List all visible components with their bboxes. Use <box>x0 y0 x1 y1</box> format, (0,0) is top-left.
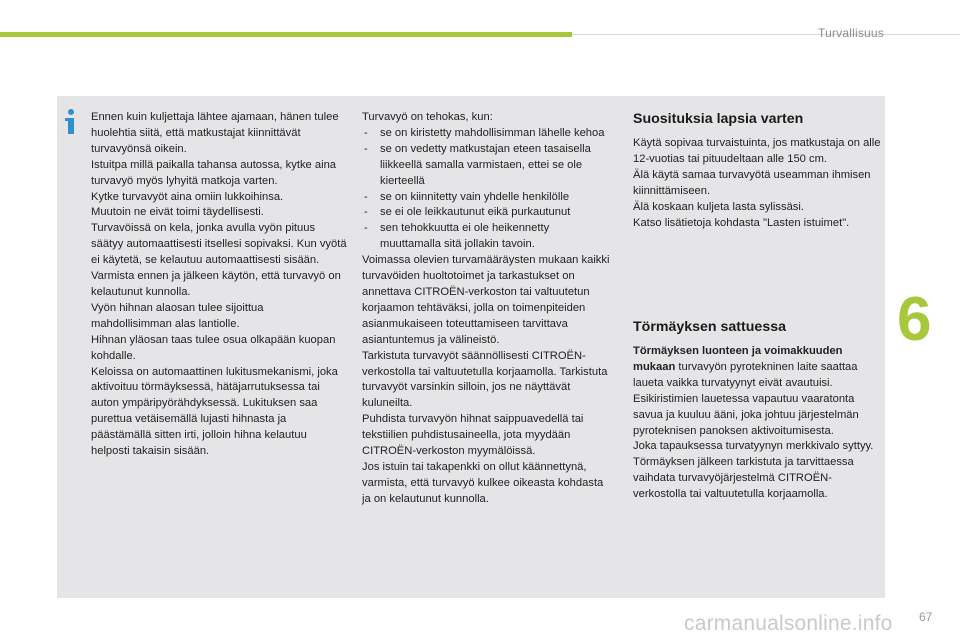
list-item: - se ei ole leikkautunut eikä purkautunut <box>364 206 571 219</box>
seatbelt-effectiveness-text <box>362 110 612 508</box>
middle-paragraph: Jos istuin tai takapenkki on ollut käännettynä, varmista, että turvavyö kulkee oikeasta kohdasta ja on kelautunut kunnolla. <box>362 460 604 505</box>
section-header-title: Turvallisuus <box>818 26 884 40</box>
info-paragraph: Muutoin ne eivät toimi täydellisesti. <box>91 206 264 219</box>
children-section <box>633 110 883 231</box>
children-paragraph: Käytä sopivaa turvaistuinta, jos matkustaja on alle 12-vuotias tai pituudeltaan alle 150 cm. <box>633 137 881 165</box>
children-paragraph: Katso lisätietoja kohdasta "Lasten istuimet". <box>633 216 850 229</box>
info-box-text <box>91 110 347 460</box>
children-section-title: Suosituksia lapsia varten <box>633 111 804 127</box>
header-accent-bar <box>0 32 572 37</box>
collision-section-title: Törmäyksen sattuessa <box>633 319 786 335</box>
list-item: - se on kiristetty mahdollisimman lähelle kehoa <box>364 126 605 139</box>
collision-paragraph: Törmäyksen jälkeen tarkistuta ja tarvittaessa vaihdata turvavyöjärjestelmä CITROËN-verkostolla tai valtuutetulla korjaamolla. <box>633 456 854 501</box>
children-paragraph: Älä koskaan kuljeta lasta sylissäsi. <box>633 200 804 213</box>
collision-section <box>633 318 883 503</box>
collision-paragraph: Joka tapauksessa turvatyynyn merkkivalo syttyy. <box>633 440 874 453</box>
chapter-number: 6 <box>897 285 932 354</box>
info-paragraph: Vyön hihnan alaosan tulee sijoittua mahdollisimman alas lantiolle. <box>91 301 264 330</box>
collision-lead <box>633 344 883 439</box>
children-paragraph: Älä käytä samaa turvavyötä useamman ihmisen kiinnittämiseen. <box>633 168 871 197</box>
info-paragraph: Hihnan yläosan taas tulee osua olkapään kuopan kohdalle. <box>91 333 336 362</box>
list-item: - se on vedetty matkustajan eteen tasaisella liikkeellä samalla varmistaen, ettei se ole kierteellä <box>364 142 591 187</box>
watermark: carmanualsonline.info <box>684 612 893 635</box>
info-paragraph: Kytke turvavyöt aina omiin lukkoihinsa. <box>91 190 284 203</box>
info-paragraph: Ennen kuin kuljettaja lähtee ajamaan, hänen tulee huolehtia siitä, että matkustajat kiinnittävät turvavyönsä oikein. <box>91 111 339 155</box>
collision-lead-text: turvavyön pyrotekninen laite saattaa laueta vaikka turvatyynyt eivät avautuisi. Esikiristimien lauetessa vapautuu vaaratonta savua ja kuuluu ääni, joka johtuu järjestelmän pyroteknisen panoksen aktivoitumisesta. <box>633 360 859 437</box>
info-paragraph: Varmista ennen ja jälkeen käytön, että turvavyö on kelautunut kunnolla. <box>91 270 341 298</box>
list-item: - se on kiinnitetty vain yhdelle henkilölle <box>364 190 570 203</box>
info-icon <box>61 108 81 136</box>
header-rule <box>572 34 960 35</box>
info-paragraph: Keloissa on automaattinen lukitusmekanismi, joka aktivoituu törmäyksessä, hätäjarrutuksessa tai auton ympäripyörähdyksessä. Lukituksen saa purettua vetäisemällä lujasti hihnasta ja päästämällä sitten irti, jolloin hihna kelautuu helposti takaisin sisään. <box>91 365 338 458</box>
info-paragraph: Turvavöissä on kela, jonka avulla vyön pituus säätyy automaattisesti itsellesi sopivaksi. Kun vyötä ei käytetä, se kelautuu automaattisesti sisään. <box>91 222 347 267</box>
middle-paragraph: Puhdista turvavyön hihnat saippuavedellä tai tekstiilien puhdistusaineella, jota myydään CITROËN-verkoston myymälöissä. <box>362 413 584 458</box>
middle-paragraph: Voimassa olevien turvamääräysten mukaan kaikki turvavöiden huoltotoimet ja tarkastukset on annettava CITROËN-verkoston tai valtuutetun korjaamon tehtäväksi, jolla on toimenpiteiden asianmukaiseen toteuttamiseen tarvittava asiantuntemus ja välineistö. <box>362 254 610 346</box>
collision-lead-bold: Törmäyksen luonteen ja voimakkuuden mukaan <box>633 345 843 373</box>
list-item: - sen tehokkuutta ei ole heikennetty muuttamalla sitä jollakin tavoin. <box>364 222 550 251</box>
effectiveness-intro: Turvavyö on tehokas, kun: <box>362 111 493 123</box>
info-paragraph: Istuitpa millä paikalla tahansa autossa, kytke aina turvavyö myös lyhyitä matkoja varten. <box>91 158 337 187</box>
middle-paragraph: Tarkistuta turvavyöt säännöllisesti CITROËN-verkostolla tai valtuutetulla korjaamolla. Tarkistuta turvavyöt varsinkin silloin, jos ne näyttävät kuluneilta. <box>362 349 608 410</box>
page-number: 67 <box>919 610 933 624</box>
